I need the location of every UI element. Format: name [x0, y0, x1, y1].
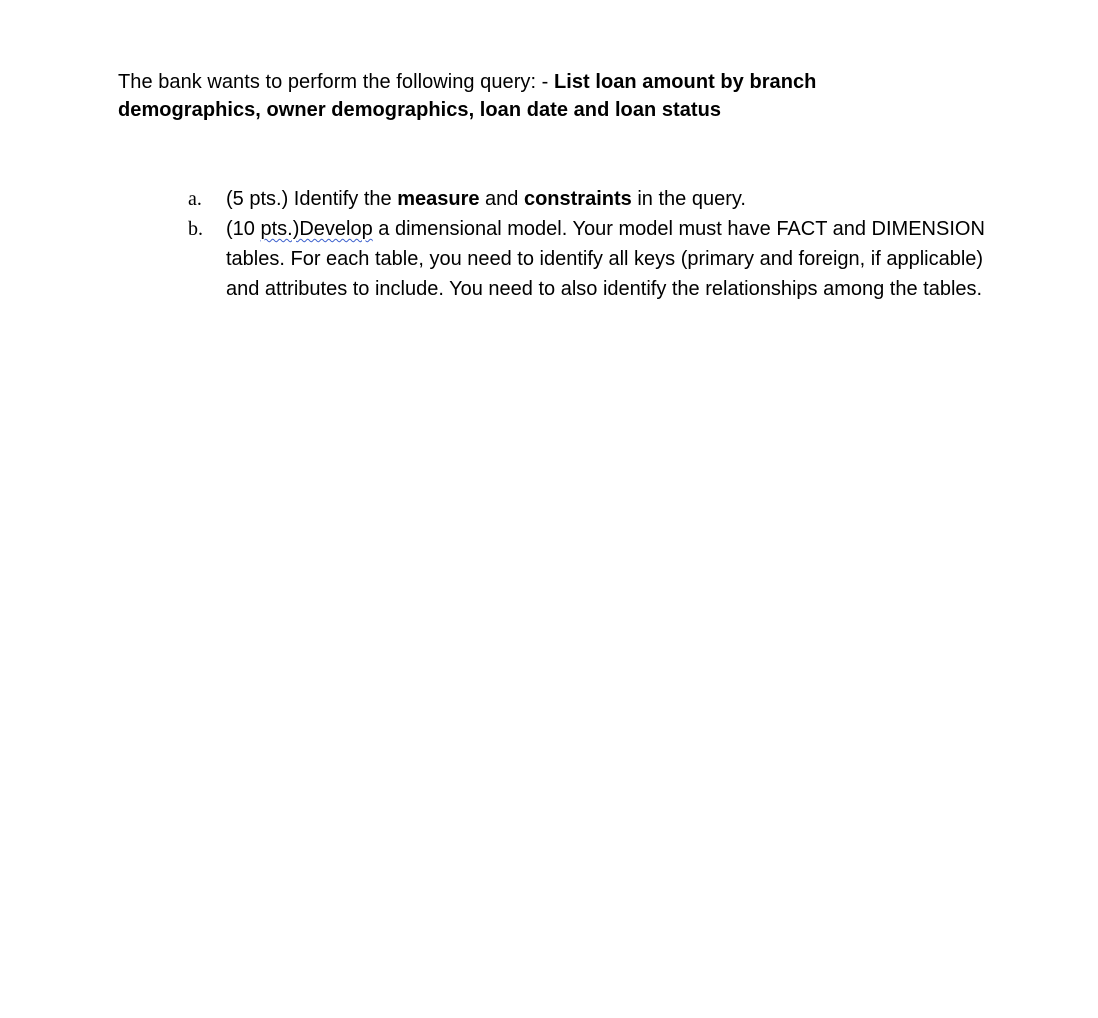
list-item-b	[188, 214, 988, 304]
item-a-mid-text: and	[479, 188, 524, 210]
grammar-flagged-word[interactable]: pts.)Develop	[260, 218, 373, 240]
list-marker-b: b.	[188, 218, 203, 240]
list-marker-a: a.	[188, 188, 202, 210]
item-a-text: (5 pts.) Identify the	[226, 188, 398, 210]
item-a-end-text: in the query.	[631, 188, 746, 210]
intro-lead-text: The bank wants to perform the following query: -	[118, 71, 554, 93]
item-b-rest-text: a dimensional model. Your model must have FACT and DIMENSION tables. For each table, you need to identify all keys (primary and foreign, if applicable) and attributes to include. You need to also identify the relationships among the tables.	[226, 218, 985, 300]
intro-paragraph	[118, 68, 918, 124]
question-list	[188, 184, 988, 304]
measure-keyword: measure	[397, 188, 480, 210]
query-text: List loan amount by branch demographics, owner demographics, loan date and loan status	[118, 71, 817, 121]
constraints-keyword: constraints	[523, 188, 632, 210]
list-item-a	[188, 184, 988, 214]
item-b-text: (10	[226, 218, 261, 240]
